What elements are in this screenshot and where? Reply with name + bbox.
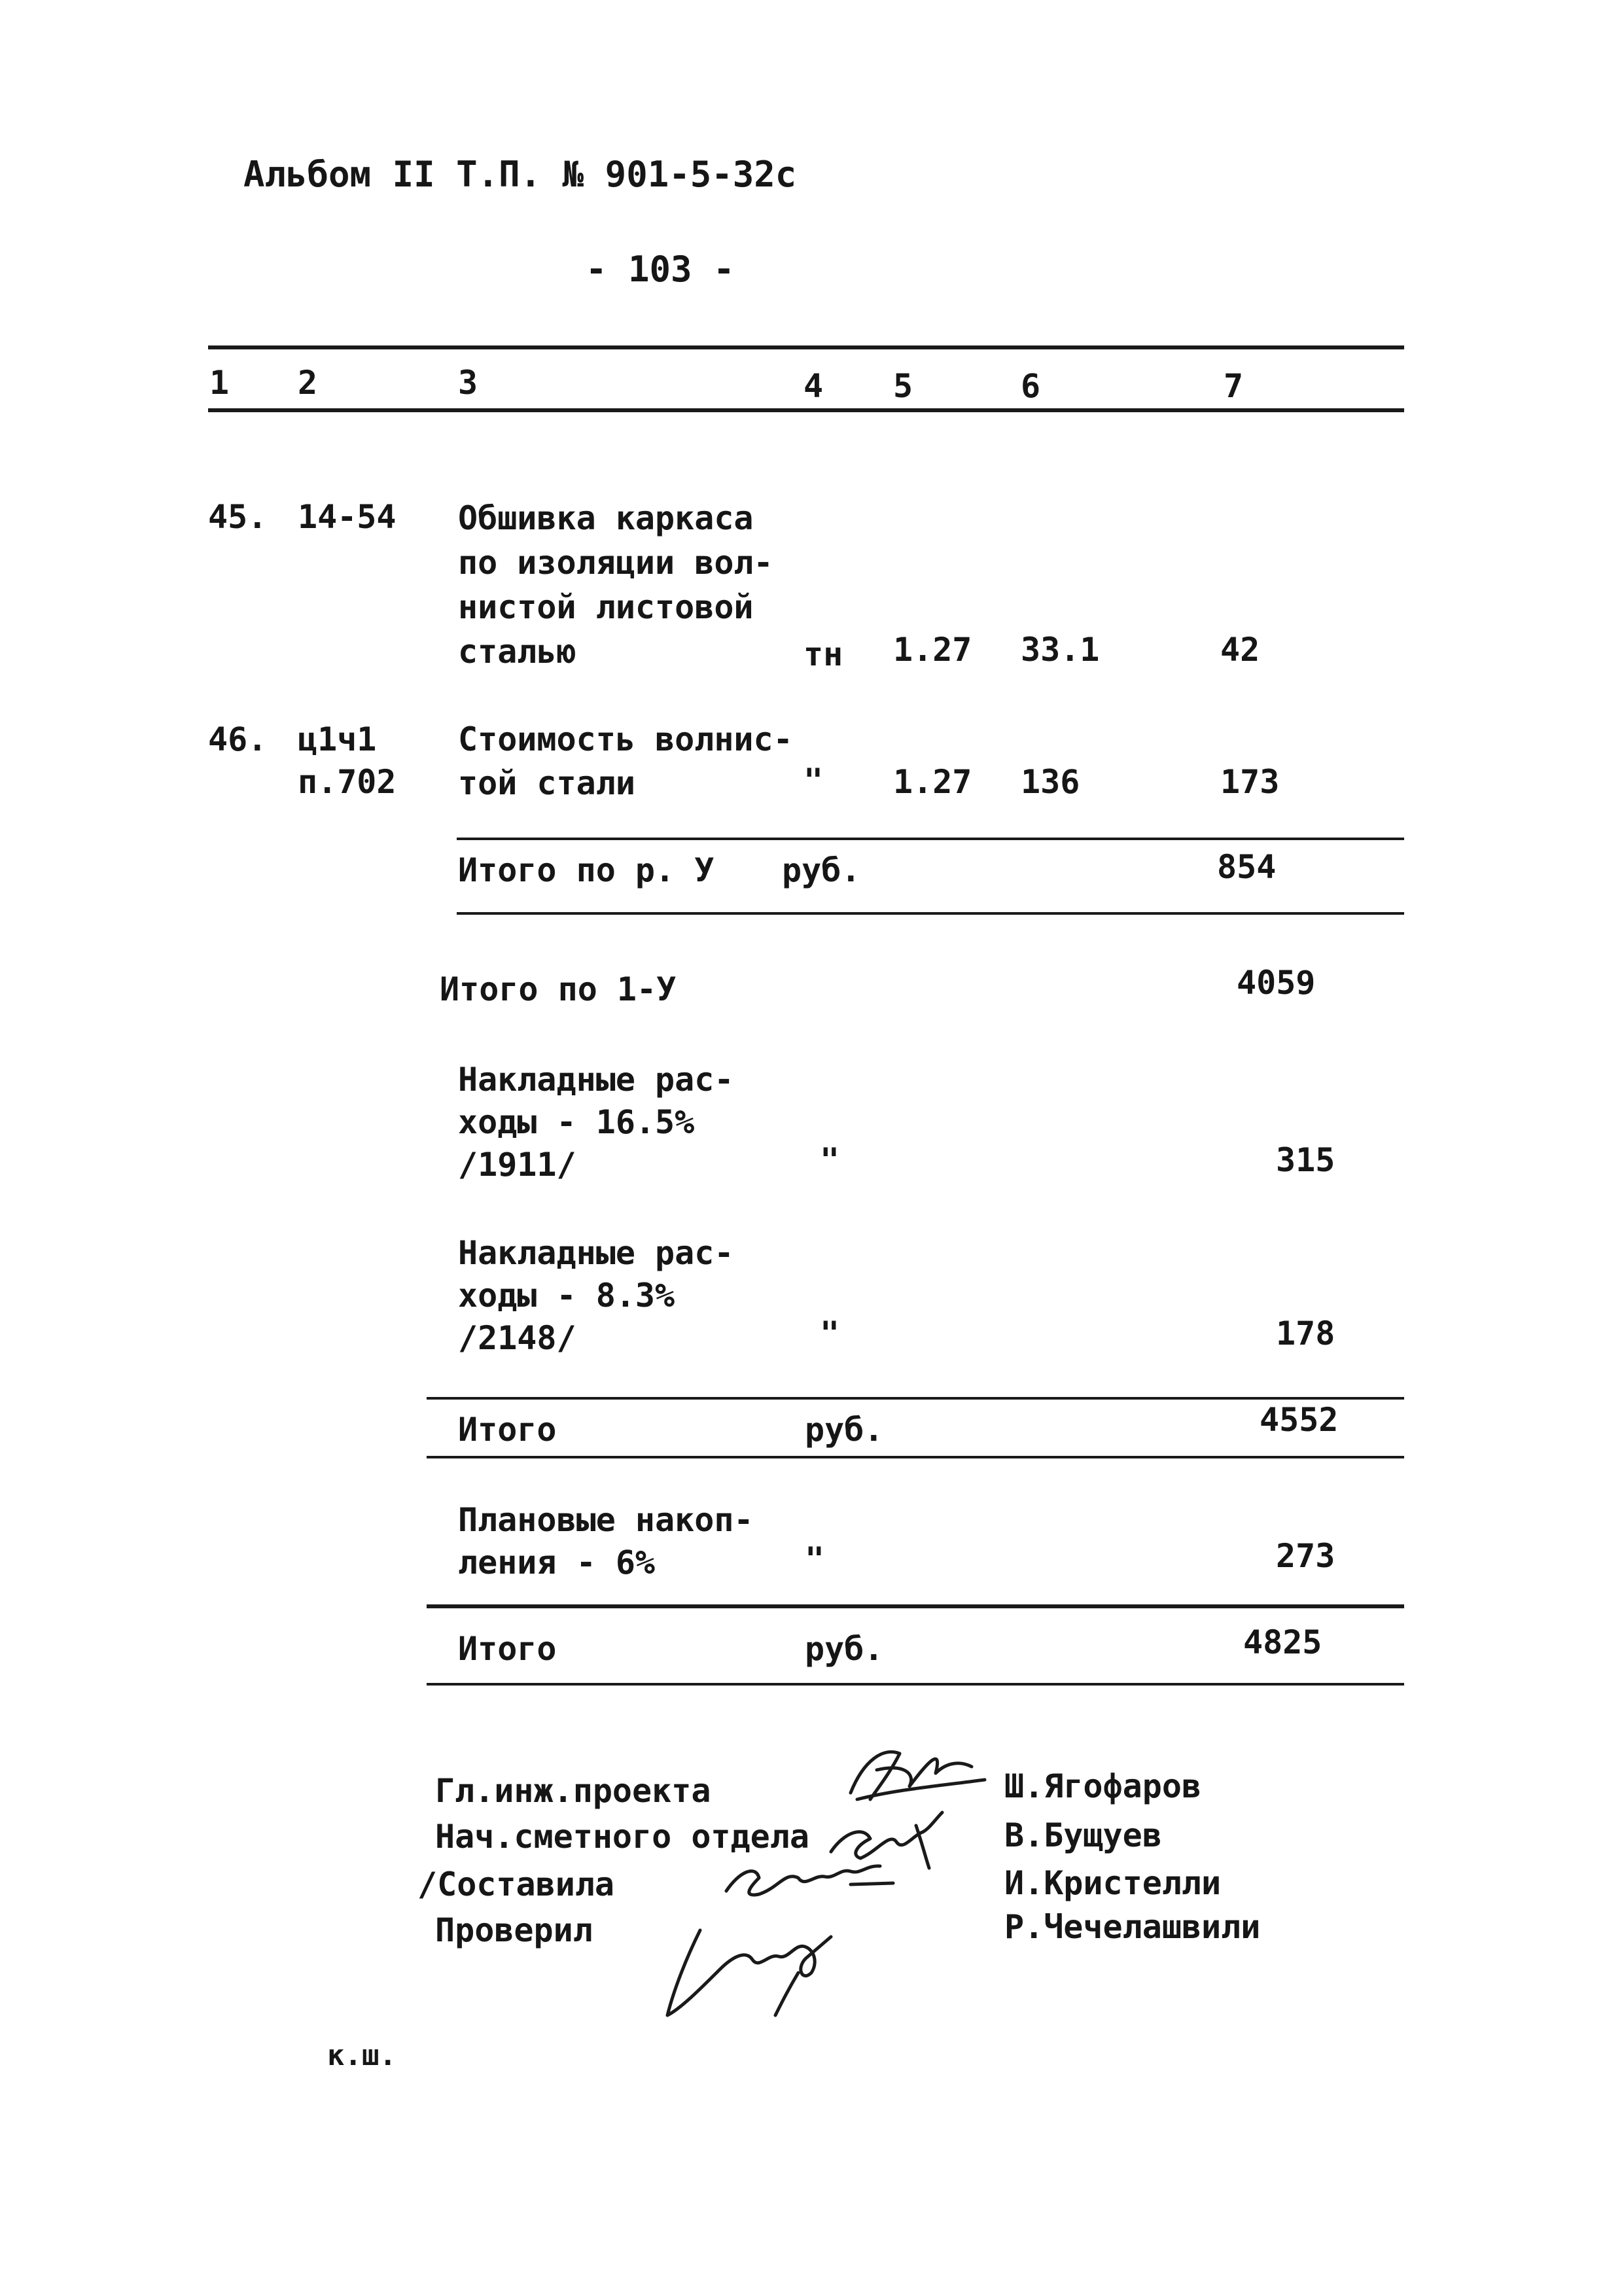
footer-mark: к.ш. xyxy=(327,2039,397,2072)
signatory-role: Нач.сметного отдела xyxy=(435,1818,809,1856)
column-header-3: 3 xyxy=(458,364,478,402)
subtotal-label: Итого по р. У xyxy=(458,851,715,889)
rate-code: 14-54 xyxy=(298,498,397,536)
subtotal-value: 854 xyxy=(1217,848,1277,886)
column-header-4: 4 xyxy=(803,367,824,405)
overhead-line: ходы - 8.3% xyxy=(458,1277,675,1315)
column-header-6: 6 xyxy=(1021,367,1041,405)
overhead-value: 178 xyxy=(1276,1315,1335,1352)
rate-code: п.702 xyxy=(298,763,397,801)
table-top-rule xyxy=(208,345,1404,349)
planned-line: ления - 6% xyxy=(458,1544,656,1581)
subtotal-unit: руб. xyxy=(782,851,861,889)
divider xyxy=(457,912,1404,915)
item-description-line: Стоимость волнис- xyxy=(458,720,793,758)
rate-code: ц1ч1 xyxy=(298,720,377,758)
overhead-line: ходы - 16.5% xyxy=(458,1103,695,1141)
total-unit: руб. xyxy=(805,1411,884,1449)
column-header-rule xyxy=(208,408,1404,412)
total-label: Итого xyxy=(458,1630,557,1668)
line-total: 42 xyxy=(1220,631,1260,669)
ditto-mark: " xyxy=(820,1141,840,1179)
quantity: 1.27 xyxy=(893,763,972,801)
signatory-role: /Составила xyxy=(417,1865,615,1903)
total-value: 4552 xyxy=(1260,1401,1339,1439)
planned-value: 273 xyxy=(1276,1537,1335,1575)
column-header-7: 7 xyxy=(1224,367,1244,405)
signature-reviewer xyxy=(654,1917,851,2028)
item-description-line: той стали xyxy=(458,764,635,802)
overhead-value: 315 xyxy=(1276,1141,1335,1179)
total-value: 4059 xyxy=(1237,964,1316,1002)
overhead-line: Накладные рас- xyxy=(458,1061,734,1099)
unit-price: 33.1 xyxy=(1021,631,1100,669)
ditto-mark: " xyxy=(803,762,824,800)
ditto-mark: " xyxy=(805,1540,825,1578)
ditto-mark: " xyxy=(820,1315,840,1352)
item-description-line: нистой листовой xyxy=(458,588,754,626)
signature-compiler xyxy=(720,1852,896,1911)
signature-chief-engineer xyxy=(838,1734,988,1812)
total-unit: руб. xyxy=(805,1630,884,1668)
total-label: Итого по 1-У xyxy=(440,970,677,1008)
column-header-1: 1 xyxy=(209,364,230,402)
planned-line: Плановые накоп- xyxy=(458,1501,754,1539)
item-description-line: сталью xyxy=(458,633,576,671)
signatory-role: Гл.инж.проекта xyxy=(435,1772,711,1810)
divider xyxy=(427,1683,1404,1686)
line-total: 173 xyxy=(1220,763,1280,801)
item-description-line: Обшивка каркаса xyxy=(458,499,754,537)
total-value: 4825 xyxy=(1243,1623,1322,1661)
row-number: 45. xyxy=(208,498,268,536)
divider xyxy=(427,1456,1404,1458)
row-number: 46. xyxy=(208,720,268,758)
divider xyxy=(427,1604,1404,1608)
signatory-name: В.Бущуев xyxy=(1004,1816,1162,1854)
signatory-name: И.Кристелли xyxy=(1004,1864,1222,1902)
signatory-name: Ш.Ягофаров xyxy=(1004,1767,1202,1805)
signatory-role: Проверил xyxy=(435,1911,593,1949)
album-reference: Альбом II Т.П. № 901-5-32с xyxy=(243,154,797,195)
overhead-line: /1911/ xyxy=(458,1146,576,1184)
item-description-line: по изоляции вол- xyxy=(458,544,773,582)
divider xyxy=(427,1397,1404,1400)
page-number: - 103 - xyxy=(586,249,735,290)
overhead-line: Накладные рас- xyxy=(458,1234,734,1272)
unit: тн xyxy=(803,635,843,673)
signatory-name: Р.Чечелашвили xyxy=(1004,1908,1261,1946)
divider xyxy=(457,838,1404,840)
overhead-line: /2148/ xyxy=(458,1319,576,1357)
quantity: 1.27 xyxy=(893,631,972,669)
column-header-2: 2 xyxy=(298,364,318,402)
column-header-5: 5 xyxy=(893,367,913,405)
total-label: Итого xyxy=(458,1411,557,1449)
unit-price: 136 xyxy=(1021,763,1080,801)
